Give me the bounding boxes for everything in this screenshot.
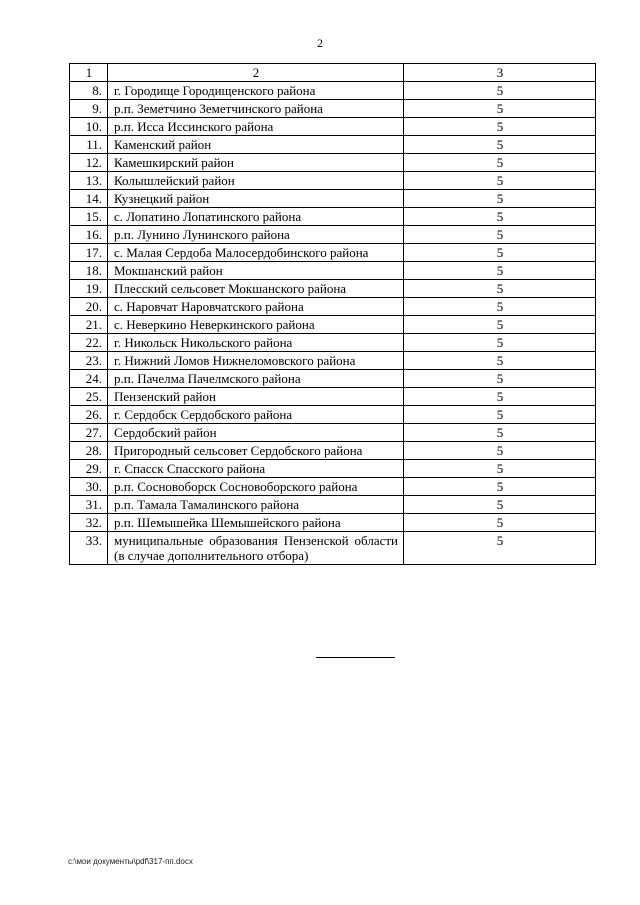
- row-name: р.п. Пачелма Пачелмского района: [108, 370, 404, 388]
- row-name: р.п. Сосновоборск Сосновоборского района: [108, 478, 404, 496]
- row-value: 5: [404, 190, 596, 208]
- row-value: 5: [404, 172, 596, 190]
- row-name: Пензенский район: [108, 388, 404, 406]
- row-number: 30.: [70, 478, 108, 496]
- row-name: р.п. Тамала Тамалинского района: [108, 496, 404, 514]
- row-name: с. Неверкино Неверкинского района: [108, 316, 404, 334]
- row-value: 5: [404, 136, 596, 154]
- row-value: 5: [404, 316, 596, 334]
- table-row: [70, 424, 596, 442]
- row-name: р.п. Исса Иссинского района: [108, 118, 404, 136]
- row-name: Плесский сельсовет Мокшанского района: [108, 280, 404, 298]
- row-value: 5: [404, 388, 596, 406]
- table-row: [70, 478, 596, 496]
- table-row: [70, 154, 596, 172]
- table-row: [70, 316, 596, 334]
- table-row: [70, 388, 596, 406]
- row-value: 5: [404, 532, 596, 565]
- table-row: [70, 352, 596, 370]
- table-row: [70, 442, 596, 460]
- table-row: [70, 406, 596, 424]
- row-name: Сердобский район: [108, 424, 404, 442]
- row-name: Каменский район: [108, 136, 404, 154]
- row-number: 31.: [70, 496, 108, 514]
- row-number: 15.: [70, 208, 108, 226]
- row-number: 14.: [70, 190, 108, 208]
- row-number: 23.: [70, 352, 108, 370]
- row-name: Колышлейский район: [108, 172, 404, 190]
- column-header-value: 3: [404, 64, 596, 82]
- table-row: [70, 262, 596, 280]
- table-row: [70, 136, 596, 154]
- row-name: г. Спасск Спасского района: [108, 460, 404, 478]
- row-value: 5: [404, 82, 596, 100]
- table-row: [70, 334, 596, 352]
- row-value: 5: [404, 352, 596, 370]
- row-number: 22.: [70, 334, 108, 352]
- row-number: 25.: [70, 388, 108, 406]
- row-number: 19.: [70, 280, 108, 298]
- row-name: с. Лопатино Лопатинского района: [108, 208, 404, 226]
- row-name: г. Городище Городищенского района: [108, 82, 404, 100]
- row-name: с. Малая Сердоба Малосердобинского района: [108, 244, 404, 262]
- row-value: 5: [404, 280, 596, 298]
- row-number: 28.: [70, 442, 108, 460]
- row-value: 5: [404, 154, 596, 172]
- table-row: [70, 244, 596, 262]
- row-name: р.п. Шемышейка Шемышейского района: [108, 514, 404, 532]
- row-number: 13.: [70, 172, 108, 190]
- row-value: 5: [404, 244, 596, 262]
- table-row: [70, 172, 596, 190]
- row-value: 5: [404, 298, 596, 316]
- column-header-number: 1: [70, 64, 108, 82]
- row-name: г. Никольск Никольского района: [108, 334, 404, 352]
- row-value: 5: [404, 460, 596, 478]
- row-name: Пригородный сельсовет Сердобского района: [108, 442, 404, 460]
- table-row: [70, 118, 596, 136]
- row-number: 21.: [70, 316, 108, 334]
- row-number: 27.: [70, 424, 108, 442]
- table-header-row: [70, 64, 596, 82]
- row-value: 5: [404, 370, 596, 388]
- row-name: Кузнецкий район: [108, 190, 404, 208]
- row-number: 16.: [70, 226, 108, 244]
- table-row: [70, 532, 596, 565]
- row-value: 5: [404, 424, 596, 442]
- row-number: 10.: [70, 118, 108, 136]
- table-row: [70, 514, 596, 532]
- row-name: с. Наровчат Наровчатского района: [108, 298, 404, 316]
- table-row: [70, 100, 596, 118]
- row-number: 11.: [70, 136, 108, 154]
- row-name: р.п. Лунино Лунинского района: [108, 226, 404, 244]
- row-value: 5: [404, 514, 596, 532]
- table-row: [70, 226, 596, 244]
- table-row: [70, 208, 596, 226]
- allocation-table: [69, 63, 596, 565]
- end-divider-line: [316, 657, 395, 658]
- row-name: Камешкирский район: [108, 154, 404, 172]
- table-row: [70, 460, 596, 478]
- row-value: 5: [404, 406, 596, 424]
- row-number: 29.: [70, 460, 108, 478]
- row-name: г. Нижний Ломов Нижнеломовского района: [108, 352, 404, 370]
- row-value: 5: [404, 100, 596, 118]
- row-number: 24.: [70, 370, 108, 388]
- row-value: 5: [404, 442, 596, 460]
- row-number: 26.: [70, 406, 108, 424]
- table-row: [70, 298, 596, 316]
- footer-file-path: c:\мои документы\pdf\317-пп.docx: [68, 857, 193, 866]
- row-value: 5: [404, 226, 596, 244]
- table-row: [70, 370, 596, 388]
- row-number: 18.: [70, 262, 108, 280]
- page-number: 2: [317, 36, 323, 50]
- row-value: 5: [404, 208, 596, 226]
- table-row: [70, 82, 596, 100]
- row-number: 8.: [70, 82, 108, 100]
- table-row: [70, 496, 596, 514]
- row-number: 12.: [70, 154, 108, 172]
- row-number: 33.: [70, 532, 108, 565]
- row-value: 5: [404, 478, 596, 496]
- row-value: 5: [404, 496, 596, 514]
- row-value: 5: [404, 334, 596, 352]
- column-header-name: 2: [108, 64, 404, 82]
- table-row: [70, 190, 596, 208]
- row-number: 20.: [70, 298, 108, 316]
- row-name: Мокшанский район: [108, 262, 404, 280]
- row-name: муниципальные образования Пензенской области (в случае дополнительного отбора): [108, 532, 404, 565]
- row-number: 32.: [70, 514, 108, 532]
- row-value: 5: [404, 262, 596, 280]
- row-number: 9.: [70, 100, 108, 118]
- row-name: г. Сердобск Сердобского района: [108, 406, 404, 424]
- row-value: 5: [404, 118, 596, 136]
- row-number: 17.: [70, 244, 108, 262]
- row-name: р.п. Земетчино Земетчинского района: [108, 100, 404, 118]
- table-row: [70, 280, 596, 298]
